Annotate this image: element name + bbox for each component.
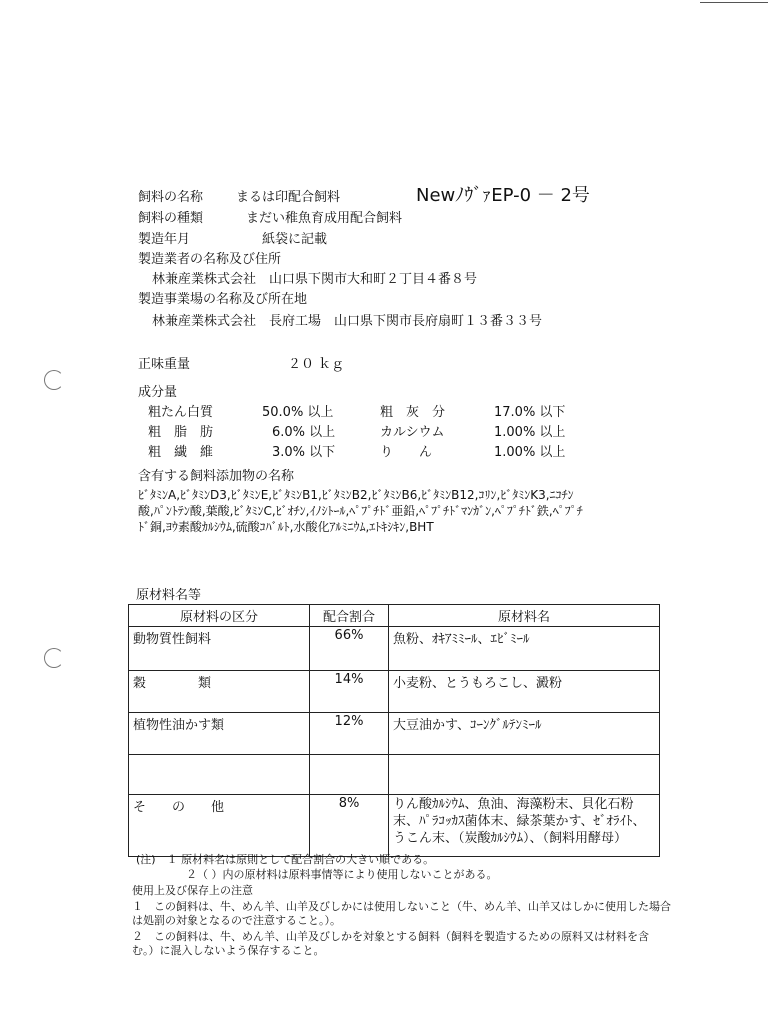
maker-label: 製造業者の名称及び住所 [138, 252, 282, 267]
component-value: 3.0% 以下 [272, 445, 336, 460]
category-cell: 動物質性飼料 [129, 627, 310, 671]
note-1: (注) １ 原材料名は原則として配合割合の大きい順である。 [136, 853, 435, 866]
component-name: 粗 繊 維 [148, 445, 214, 460]
component-value: 1.00% 以上 [494, 445, 566, 460]
table-row [129, 795, 660, 857]
raw-materials-table [128, 604, 660, 857]
additives-line: ﾄﾞ銅,ﾖｳ素酸ｶﾙｼｳﾑ,硫酸ｺﾊﾞﾙﾄ,水酸化ｱﾙﾐﾆｳﾑ,ｴﾄｷｼｷﾝ,BHT [138, 520, 434, 534]
maker-value: 林兼産業株式会社 山口県下関市大和町２丁目４番８号 [152, 272, 478, 287]
component-name: 粗 脂 肪 [148, 425, 214, 440]
component-name: り ん [380, 445, 433, 460]
product-name: NewﾉｳﾞｧEP-0 － 2号 [416, 185, 590, 206]
raw-materials-label: 原材料名等 [136, 588, 202, 603]
component-value: 1.00% 以上 [494, 425, 566, 440]
feed-type-value: まだい稚魚育成用配合飼料 [246, 211, 403, 226]
usage-line: む。）に混入しないよう保存すること。 [132, 944, 325, 957]
note-2: ２（ ）内の原材料は原料事情等により使用しないことがある。 [186, 868, 498, 881]
component-name: 粗たん白質 [148, 405, 214, 420]
table-row [129, 671, 660, 713]
plant-value: 林兼産業株式会社 長府工場 山口県下関市長府扇町１３番３３号 [152, 314, 543, 329]
category-cell: 植物性油かす類 [129, 713, 310, 755]
column-header: 原材料の区分 [129, 605, 310, 627]
table-row [129, 755, 660, 795]
column-header: 原材料名 [389, 605, 660, 627]
additives-label: 含有する飼料添加物の名称 [138, 469, 295, 484]
category-cell: そ の 他 [129, 795, 310, 857]
names-cell [389, 755, 660, 795]
component-name: カルシウム [380, 425, 445, 440]
punch-hole-bottom [44, 648, 64, 668]
net-weight-value: ２０ ｋｇ [288, 357, 345, 372]
table-header-row [129, 605, 660, 627]
usage-line: は処罰の対象となるので注意すること。）。 [132, 914, 341, 927]
usage-label: 使用上及び保存上の注意 [132, 884, 253, 897]
punch-hole-top [44, 370, 64, 390]
net-weight-label: 正味重量 [138, 357, 191, 372]
usage-line: １ この飼料は、牛、めん羊、山羊及びしかには使用しないこと（牛、めん羊、山羊又はしかに使用した場合 [132, 900, 671, 913]
names-cell: 大豆油かす、ｺｰﾝｸﾞﾙﾃﾝﾐｰﾙ [389, 713, 660, 755]
scan-edge-line [700, 2, 768, 3]
ratio-cell: 14% [310, 671, 389, 713]
manufacture-date-value: 紙袋に記載 [262, 232, 328, 247]
feed-type-label: 飼料の種類 [138, 211, 204, 226]
feed-name-value: まるは印配合飼料 [236, 190, 341, 205]
manufacture-date-label: 製造年月 [138, 232, 191, 247]
additives-line: 酸,ﾊﾟﾝﾄﾃﾝ酸,葉酸,ﾋﾞﾀﾐﾝC,ﾋﾞｵﾁﾝ,ｲﾉｼﾄｰﾙ,ﾍﾟﾌﾟﾁﾄﾞ亜鉛,ﾍﾟﾌﾟﾁﾄﾞﾏﾝｶﾞﾝ,ﾍﾟﾌﾟﾁﾄﾞ鉄,ﾍﾟﾌﾟﾁ [138, 504, 583, 518]
additives-line: ﾋﾞﾀﾐﾝA,ﾋﾞﾀﾐﾝD3,ﾋﾞﾀﾐﾝE,ﾋﾞﾀﾐﾝB1,ﾋﾞﾀﾐﾝB2,ﾋﾞﾀﾐﾝB6,ﾋﾞﾀﾐﾝB12,ｺﾘﾝ,ﾋﾞﾀﾐﾝK3,ﾆｺﾁﾝ [138, 488, 574, 502]
component-value: 6.0% 以上 [272, 425, 336, 440]
category-cell: 穀 類 [129, 671, 310, 713]
names-cell: りん酸ｶﾙｼｳﾑ、魚油、海藻粉末、貝化石粉末、ﾊﾟﾗｺｯｶｽ菌体末、緑茶葉かす、ｾﾞｵﾗｲﾄ、うこん末、（炭酸ｶﾙｼｳﾑ）、（飼料用酵母） [389, 795, 660, 857]
feed-name-label: 飼料の名称 [138, 190, 204, 205]
ratio-cell [310, 755, 389, 795]
category-cell [129, 755, 310, 795]
table-row [129, 713, 660, 755]
ratio-cell: 12% [310, 713, 389, 755]
component-value: 50.0% 以上 [262, 405, 334, 420]
plant-label: 製造事業場の名称及び所在地 [138, 292, 308, 307]
usage-line: ２ この飼料は、牛、めん羊、山羊及びしかを対象とする飼料（飼料を製造するための原料又は材料を含 [132, 930, 649, 943]
ratio-cell: 66% [310, 627, 389, 671]
column-header: 配合割合 [310, 605, 389, 627]
names-cell: 魚粉、ｵｷｱﾐﾐｰﾙ、ｴﾋﾞﾐｰﾙ [389, 627, 660, 671]
component-name: 粗 灰 分 [380, 405, 446, 420]
names-cell: 小麦粉、とうもろこし、澱粉 [389, 671, 660, 713]
table-row [129, 627, 660, 671]
ratio-cell: 8% [310, 795, 389, 857]
component-value: 17.0% 以下 [494, 405, 566, 420]
components-label: 成分量 [138, 385, 178, 400]
